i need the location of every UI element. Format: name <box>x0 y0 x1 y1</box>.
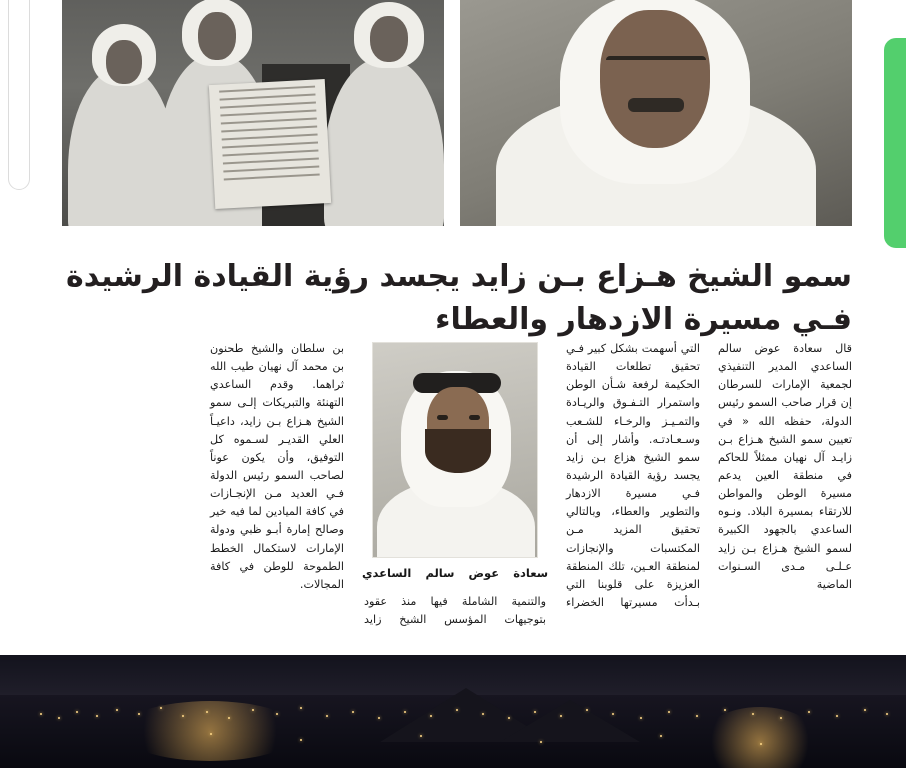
historic-document <box>209 79 331 209</box>
figure-face <box>198 12 236 60</box>
photo-portrait-color <box>460 0 852 226</box>
column-text: التي أسهمت بشكل كبير فـي تحقيق تطلعات القيادة الحكيمة لرفعة شـأن الوطن واستمرار التـفـوق والريـادة والتمـيـز والرخـاء للشـعب وسـعـادتـه. وأشار إلى أن سمو الشيخ هزاع بـن زايد يجسد رؤية القيادة الرشيدة فـي مسيرة الازدهار والتطوير والعطاء، وبالتالي تحقيق المزيد مـن المكتسبات والإنجازات لمنطقة العـين، تلك المنطقة العزيزة على قلوبنا التي بـدأت مسيرتها الخضراء <box>566 342 700 609</box>
city-glow <box>700 707 820 768</box>
figure-eye <box>469 415 480 420</box>
article-column-4 <box>210 340 344 646</box>
photo-night-city <box>0 655 906 768</box>
figure-eye <box>437 415 448 420</box>
column-text: قال سعادة عوض سالم الساعدي المدير التنفيذي لجمعية الإمارات للسرطان إن قرار صاحب السمو رئيس الدولة، حفظه الله « في تعيين سمو الشيخ هـزاع بـن زايـد آل نهيان ممثلاً للحاكم في منطقة العين يدعم مسيرة الوطن والمواطن للارتقاء بمسيرة البلاد. ونـوه الساعدي بالجهود الكبيرة لسمو الشيخ هـزاع بـن زايد عـلـى مـدى السـنوات الماضية <box>718 342 852 591</box>
photo-portrait-inset <box>372 342 538 558</box>
article-body <box>62 340 852 646</box>
article-column-3 <box>362 340 548 646</box>
article-column-1 <box>718 340 852 646</box>
column-text: بن سلطان والشيخ طحنون بن محمد آل نهيان طيب الله ثراهما. وقدم الساعدي التهنئة والتبريكات إلـى سمو الشيخ هـزاع بـن زايد، داعيـاً العلي القديـر لسـموه كل التوفيق، وأن يكون عوناً لصاحب السمو رئيس الدولة فـي العديد مـن الإنجـازات في كافة الميادين لما فيه خير وصالح إمارة أبـو ظبي ودولة الإمارات لاستكمال الخطط الطموحة للوطن في كافة المجالات. <box>210 342 344 591</box>
figure-beard <box>425 429 491 473</box>
side-tab-indicator[interactable] <box>884 38 906 248</box>
article-column-2 <box>566 340 700 646</box>
figure-face <box>106 40 142 84</box>
page-title: سمو الشيخ هـزاع بـن زايد يجسد رؤية القيادة الرشيدة فـي مسيرة الازدهار والعطاء <box>66 259 852 337</box>
figure-face <box>370 16 408 62</box>
city-glow <box>120 701 300 761</box>
figure-glasses <box>606 56 706 82</box>
photo-archive-bw <box>62 0 444 226</box>
top-photo-row <box>62 0 852 226</box>
column-text: والتنمية الشاملة فيها منذ عقود بتوجيهات المؤسس الشيخ زايد <box>364 594 546 626</box>
portrait-caption: سعادة عوض سالم الساعدي <box>362 566 548 580</box>
page-left-gutter <box>0 0 24 660</box>
figure-mustache <box>628 98 684 112</box>
mountain-silhouette <box>500 700 640 742</box>
